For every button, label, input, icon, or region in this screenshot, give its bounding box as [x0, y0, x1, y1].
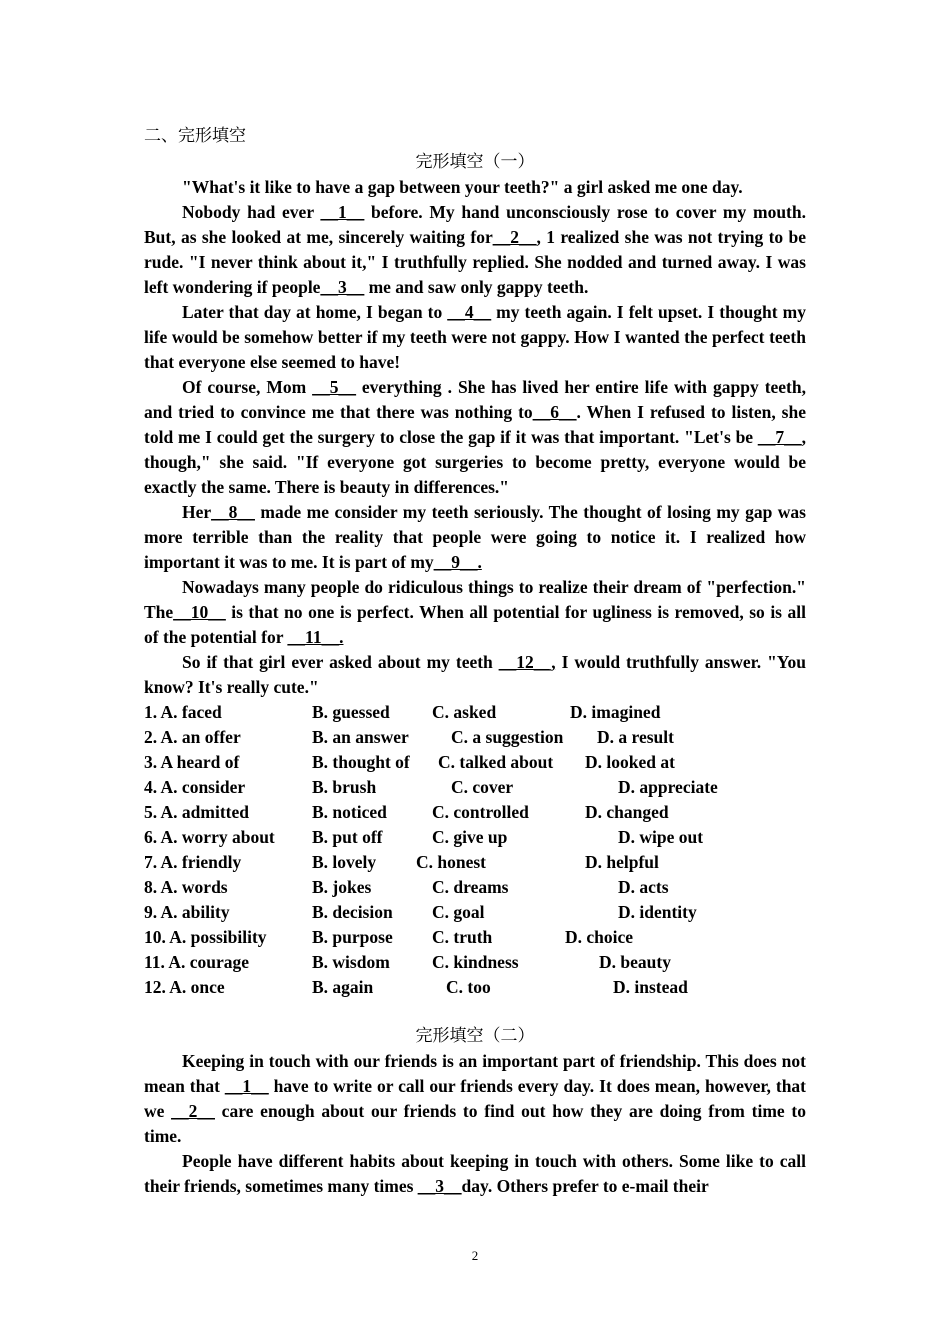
option-b: B. lovely: [312, 852, 377, 872]
blank-number: __2__: [492, 227, 537, 247]
option-a: 1. A. faced: [144, 702, 222, 722]
blank-number: __5__: [312, 377, 356, 397]
option-row: [144, 825, 806, 850]
blank-number: __8__: [211, 502, 255, 522]
option-c: C. a suggestion: [451, 727, 564, 747]
blank-number: __12__,: [498, 652, 556, 672]
option-b: B. decision: [312, 902, 393, 922]
paragraph-text: People have different habits about keeping in touch with others. Some like to call their friends, sometimes many times: [144, 1151, 806, 1196]
option-b: B. put off: [312, 827, 383, 847]
paragraph-text: is that no one is perfect. When all potential for ugliness is removed, so is all of the potential for: [144, 602, 806, 647]
blank-number: __7__: [757, 427, 802, 447]
option-d: D. helpful: [585, 852, 659, 872]
option-d: D. acts: [618, 877, 669, 897]
paragraph-text: my teeth again. I felt upset. I thought my life would be somehow better if my teeth were not gappy. How I wanted the perfect teeth that everyone else seemed to have!: [144, 302, 806, 372]
option-row: [144, 725, 806, 750]
option-c: C. cover: [451, 777, 514, 797]
option-d: D. wipe out: [618, 827, 704, 847]
option-b: B. jokes: [312, 877, 372, 897]
option-c: C. goal: [432, 902, 485, 922]
option-c: C. give up: [432, 827, 508, 847]
paragraph: [144, 1149, 806, 1199]
option-b: B. again: [312, 977, 374, 997]
option-a: 9. A. ability: [144, 902, 230, 922]
option-d: D. identity: [618, 902, 697, 922]
paragraph-text: Of course, Mom: [182, 377, 313, 397]
option-a: 12. A. once: [144, 977, 225, 997]
option-row: [144, 775, 806, 800]
section-heading: 二、完形填空: [144, 126, 246, 146]
paragraph-text: , though," she said. "If everyone got surgeries to become pretty, everyone would be exactly the same. There is beauty in differences.": [144, 427, 806, 497]
paragraph-text: Nowadays many people do ridiculous things to realize their dream of "perfection." The: [144, 577, 806, 622]
option-b: B. guessed: [312, 702, 390, 722]
option-d: D. instead: [613, 977, 688, 997]
paragraph: [144, 650, 806, 700]
paragraph-text: made me consider my teeth seriously. The thought of losing my gap was more terrible than the reality that people were going to notice it. I realized how important it was to me. It is part of my: [144, 502, 806, 572]
paragraph: [144, 175, 806, 200]
paragraph: [144, 575, 806, 650]
passage-2-body: [144, 1049, 806, 1199]
option-row: [144, 975, 806, 1000]
option-a: 7. A. friendly: [144, 852, 242, 872]
option-row: [144, 925, 806, 950]
option-c: C. too: [446, 977, 491, 997]
option-b: B. wisdom: [312, 952, 390, 972]
option-c: C. dreams: [432, 877, 509, 897]
passage-gap: [144, 1000, 806, 1024]
option-row: [144, 900, 806, 925]
option-row: [144, 875, 806, 900]
option-c: C. kindness: [432, 952, 519, 972]
option-row: [144, 700, 806, 725]
option-row: [144, 800, 806, 825]
passage-1-options: [144, 700, 806, 1000]
passage-1-body: [144, 175, 806, 700]
blank-number: __3__: [417, 1176, 462, 1196]
option-b: B. thought of: [312, 752, 410, 772]
paragraph-text: me and saw only gappy teeth.: [364, 277, 589, 297]
paragraph-text: I would truthfully answer. "You know? It's really cute.": [144, 652, 806, 697]
paragraph-text: before. My hand unconsciously rose to cover my mouth. But, as she looked at me, sincerely waiting for: [144, 202, 806, 247]
option-b: B. an answer: [312, 727, 409, 747]
paragraph-text: Later that day at home, I began to: [182, 302, 448, 322]
option-row: [144, 850, 806, 875]
option-a: 10. A. possibility: [144, 927, 267, 947]
option-a: 8. A. words: [144, 877, 228, 897]
option-d: D. choice: [565, 927, 634, 947]
document-page: [144, 122, 806, 1199]
paragraph-text: , 1 realized she was not trying to be rude. "I never think about it," I truthfully replied. She nodded and turned away. I was left wondering if people: [144, 227, 806, 297]
paragraph-text: care enough about our friends to find out how they are doing from time to time.: [144, 1101, 807, 1146]
paragraph: [144, 375, 806, 500]
paragraph: [144, 200, 806, 300]
paragraph-text: Nobody had ever: [182, 202, 321, 222]
paragraph: [144, 1049, 806, 1149]
option-d: D. imagined: [570, 702, 661, 722]
option-a: 11. A. courage: [144, 952, 249, 972]
option-b: B. brush: [312, 777, 377, 797]
paragraph-text: So if that girl ever asked about my teeth: [182, 652, 499, 672]
blank-number: __3__: [320, 277, 365, 297]
blank-number: __10__: [173, 602, 226, 622]
option-b: B. purpose: [312, 927, 393, 947]
blank-number: __2__: [171, 1101, 215, 1121]
paragraph: [144, 300, 806, 375]
option-a: 6. A. worry about: [144, 827, 275, 847]
blank-number: __1__: [320, 202, 365, 222]
blank-number: __9__.: [433, 552, 482, 572]
option-b: B. noticed: [312, 802, 387, 822]
option-c: C. controlled: [432, 802, 529, 822]
option-d: D. beauty: [599, 952, 671, 972]
paragraph-text: "What's it like to have a gap between your teeth?" a girl asked me one day.: [182, 177, 743, 197]
option-d: D. a result: [597, 727, 674, 747]
option-row: [144, 750, 806, 775]
blank-number: __6__: [532, 402, 577, 422]
page-number: 2: [471, 1248, 479, 1263]
blank-number: __4__: [447, 302, 492, 322]
passage-2-title: 完形填空（二）: [415, 1026, 535, 1046]
paragraph: [144, 500, 806, 575]
paragraph-text: Her: [182, 502, 212, 522]
paragraph-text: have to write or call our friends every day. It does mean, however, that we: [144, 1076, 807, 1121]
blank-number: __1__: [224, 1076, 269, 1096]
paragraph-text: day. Others prefer to e-mail their: [461, 1176, 709, 1196]
option-a: 5. A. admitted: [144, 802, 249, 822]
option-a: 4. A. consider: [144, 777, 246, 797]
option-c: C. asked: [432, 702, 497, 722]
option-c: C. truth: [432, 927, 493, 947]
paragraph-text: Keeping in touch with our friends is an important part of friendship. This does not mean that: [144, 1051, 806, 1096]
paragraph-text: . When I refused to listen, she told me I could get the surgery to close the gap if it was that important. "Let's be: [144, 402, 806, 447]
option-c: C. talked about: [438, 752, 554, 772]
option-row: [144, 950, 806, 975]
option-c: C. honest: [416, 852, 487, 872]
blank-number: __11__.: [287, 627, 344, 647]
passage-1-title: 完形填空（一）: [415, 152, 535, 172]
option-d: D. changed: [585, 802, 669, 822]
option-a: 2. A. an offer: [144, 727, 241, 747]
paragraph-text: everything . She has lived her entire life with gappy teeth, and tried to convince me that there was nothing to: [144, 377, 806, 422]
option-a: 3. A heard of: [144, 752, 240, 772]
option-d: D. looked at: [585, 752, 675, 772]
option-d: D. appreciate: [618, 777, 718, 797]
